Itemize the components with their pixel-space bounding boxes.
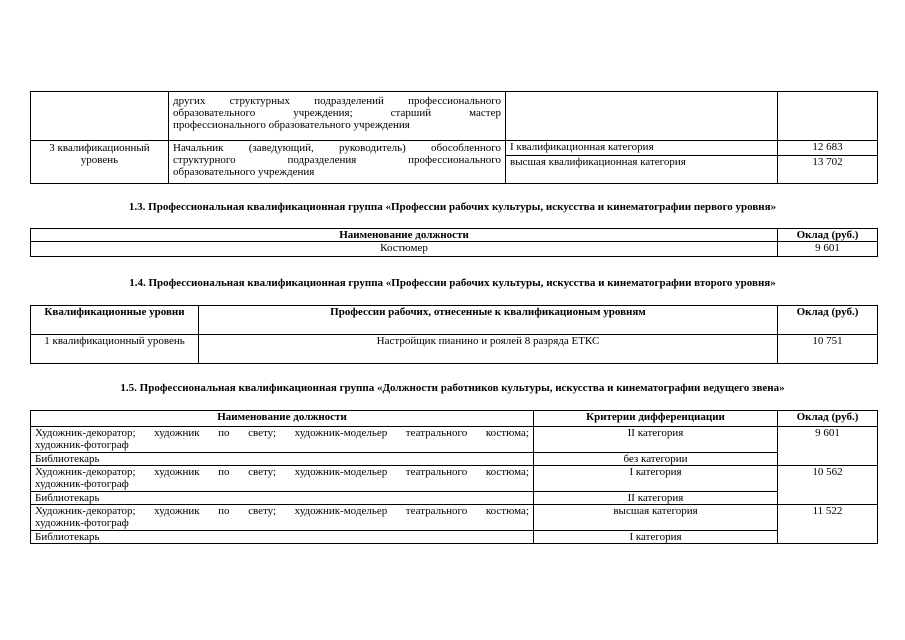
criteria-cell: без категории [534,453,778,466]
salary-cell: 13 702 [778,156,878,184]
salary-cell: 10 562 [778,466,878,505]
table-row [31,335,878,364]
level-cell [31,141,169,184]
table-header-row [31,411,878,427]
col-header-criteria: Критерии дифференциации [534,411,778,427]
criteria-cell: высшая категория [534,505,778,531]
salary-cell: 9 601 [778,427,878,466]
table-row [31,453,878,466]
col-header-salary: Оклад (руб.) [778,411,878,427]
position-cell: Библиотекарь [31,453,534,466]
position-cell: Костюмер [31,242,778,257]
position-line: Художник-декоратор; художник по свету; художник-модельер театрального костюма; [35,466,529,478]
salary-cell: 12 683 [778,141,878,156]
position-cell [31,427,534,453]
col-header-salary: Оклад (руб.) [778,306,878,335]
table-row [31,92,878,141]
level-cell [31,92,169,141]
profession-cell: Настройщик пианино и роялей 8 разряда ЕТКС [199,335,778,364]
position-cell [169,141,506,184]
position-cell [169,92,506,141]
table-header-row [31,229,878,242]
table-row [31,141,878,156]
criteria-cell: I категория [534,466,778,492]
col-header-position: Наименование должности [31,411,534,427]
position-line: Художник-декоратор; художник по свету; художник-модельер театрального костюма; [35,427,529,439]
position-cell [31,466,534,492]
criteria-cell: II категория [534,492,778,505]
table-row [31,427,878,453]
col-header-salary: Оклад (руб.) [778,229,878,242]
section-title-1-3: 1.3. Профессиональная квалификационная группа «Профессии рабочих культуры, искусства и кинематографии первого уровня» [128,201,777,213]
table-row [31,492,878,505]
col-header-position: Наименование должности [31,229,778,242]
salary-cell: 9 601 [778,242,878,257]
position-line: художник-фотограф [35,517,129,529]
col-header-professions: Профессии рабочих, отнесенные к квалификационым уровням [199,306,778,335]
criteria-cell: I категория [534,531,778,544]
table-row [31,242,878,257]
category-cell [506,92,778,141]
table-row [31,505,878,531]
criteria-cell: II категория [534,427,778,453]
position-cell: Библиотекарь [31,531,534,544]
table-1-3 [30,228,878,257]
position-line: художник-фотограф [35,478,129,490]
position-line: других структурных подразделений профессионального [173,95,501,107]
col-header-level: Квалификационные уровни [31,306,199,335]
table-header-row [31,306,878,335]
level-cell: 1 квалификационный уровень [31,335,199,364]
table-1-2-continuation [30,91,878,184]
position-cell [31,505,534,531]
position-line: образовательного учреждения [173,166,315,178]
salary-cell: 11 522 [778,505,878,544]
position-cell: Библиотекарь [31,492,534,505]
section-title-1-4: 1.4. Профессиональная квалификационная группа «Профессии рабочих культуры, искусства и кинематографии второго уровня» [129,277,776,289]
salary-cell: 10 751 [778,335,878,364]
category-cell: высшая квалификационная категория [506,156,778,184]
position-line: Начальник (заведующий, руководитель) обособленного [173,142,501,154]
position-line: Художник-декоратор; художник по свету; художник-модельер театрального костюма; [35,505,529,517]
level-label: 3 квалификационный уровень [49,142,150,166]
table-1-4 [30,305,878,364]
table-row [31,531,878,544]
position-line: профессионального образовательного учреждения [173,119,410,131]
position-line: структурного подразделения профессионального [173,154,501,166]
position-line: художник-фотограф [35,439,129,451]
position-line: образовательного учреждения; старший мастер [173,107,501,119]
table-row [31,466,878,492]
table-1-5 [30,410,878,544]
category-cell: I квалификационная категория [506,141,778,156]
section-title-1-5: 1.5. Профессиональная квалификационная группа «Должности работников культуры, искусства и кинематографии ведущего звена» [120,382,785,394]
salary-cell [778,92,878,141]
